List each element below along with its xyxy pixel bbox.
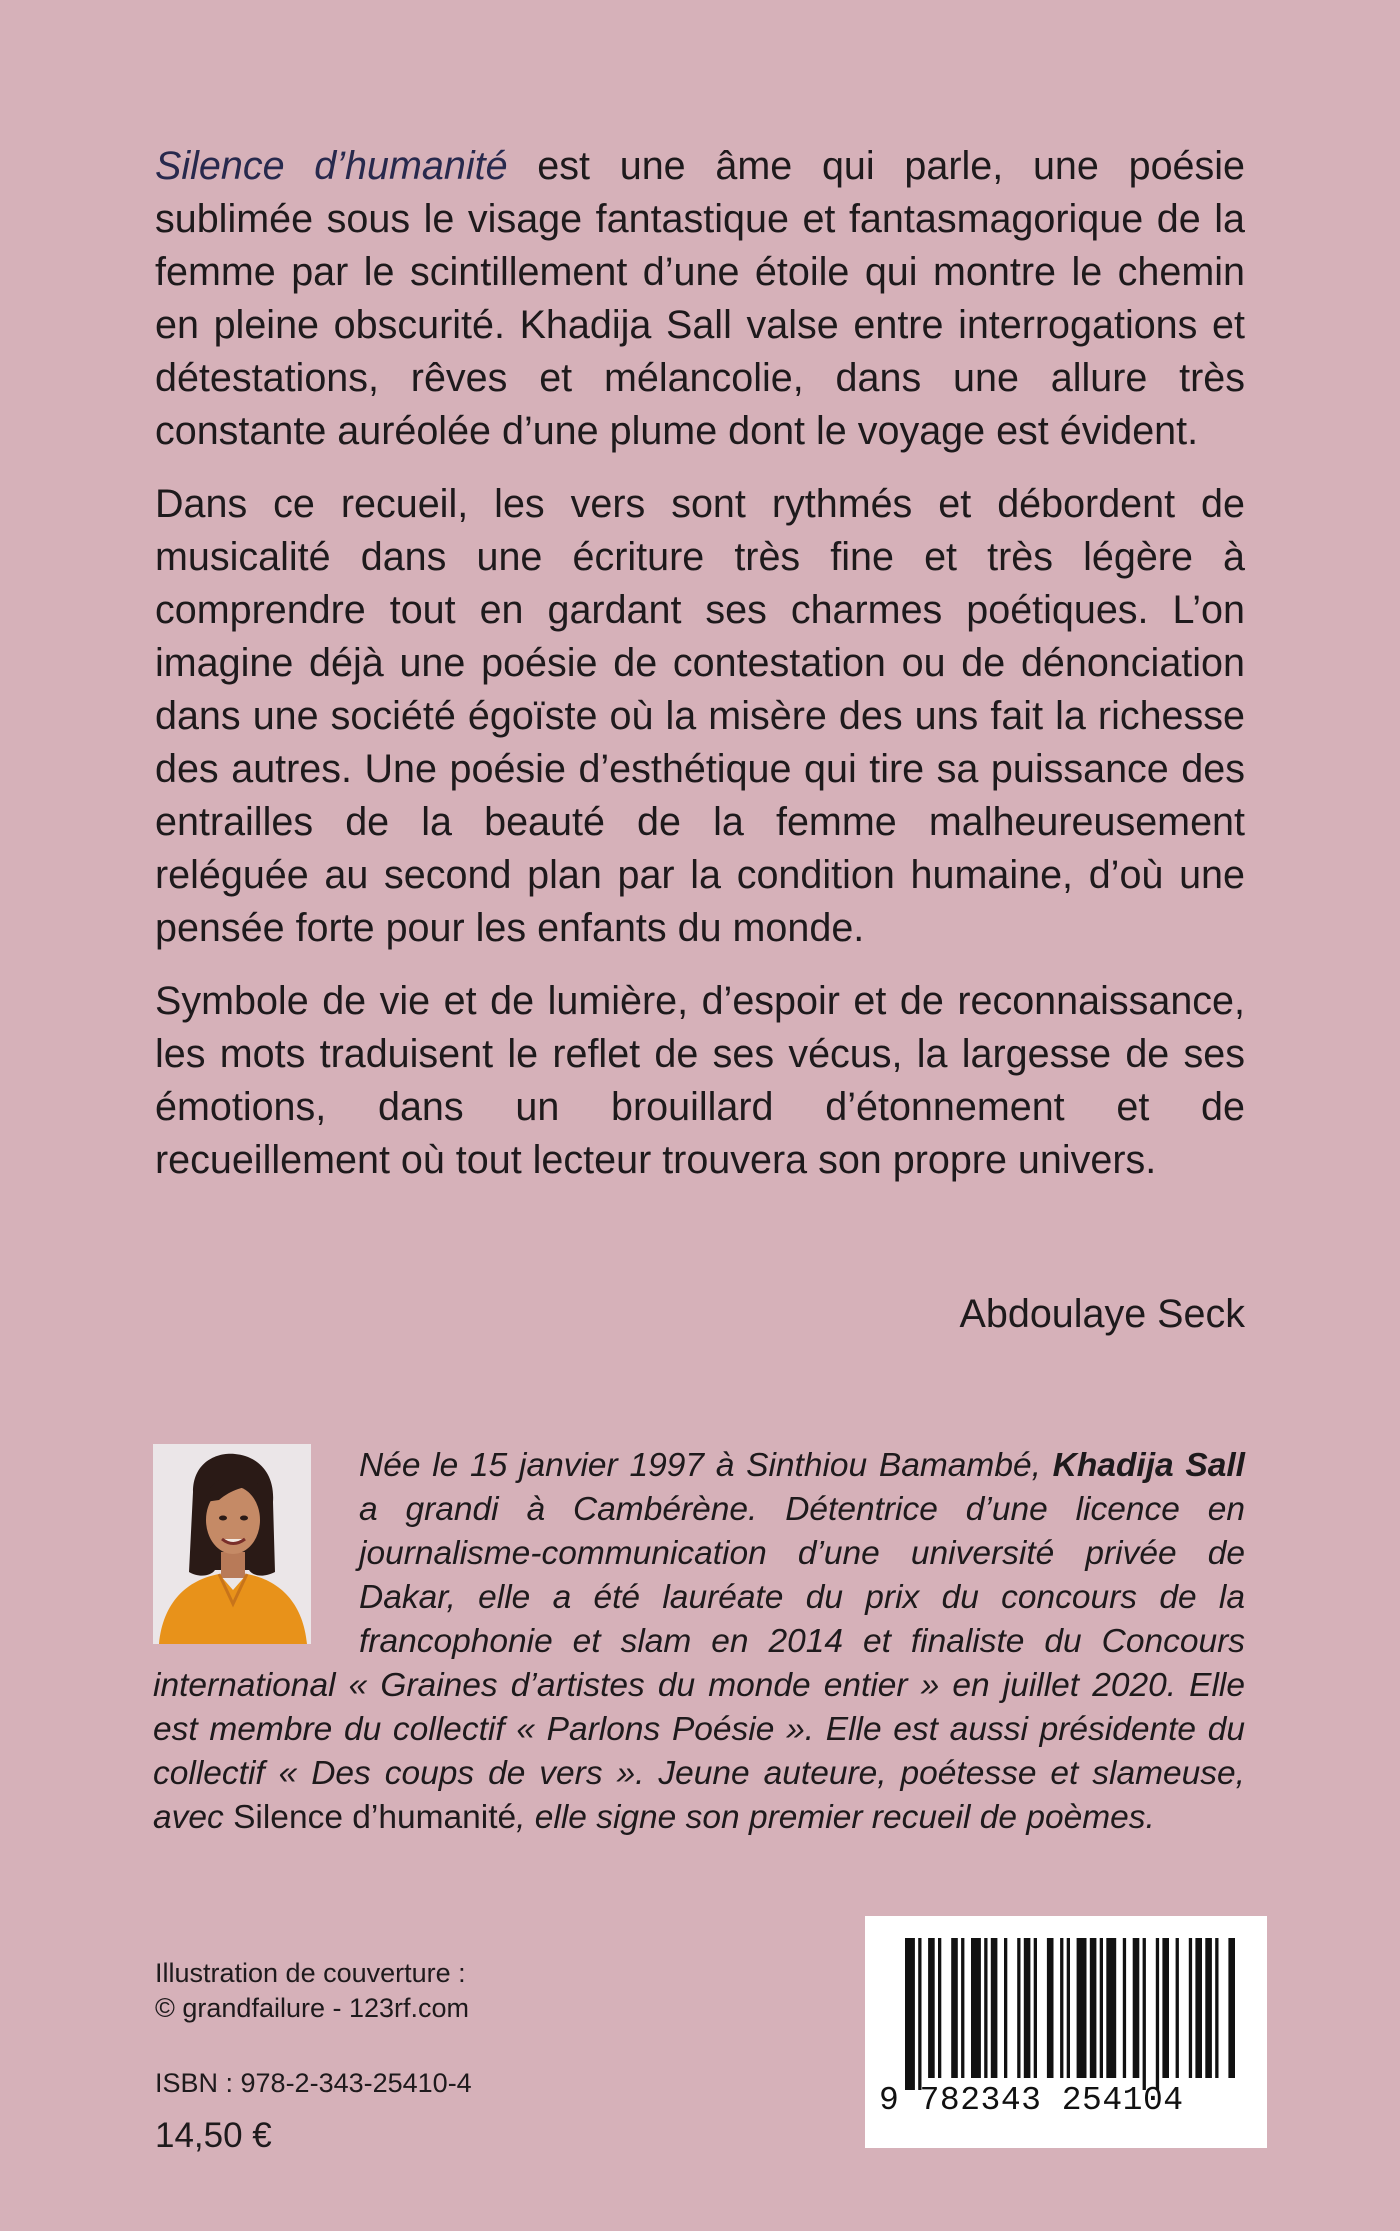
bio-book-title: Silence d’humanité [233, 1799, 517, 1836]
barcode-bar [1143, 1938, 1146, 2090]
blurb-paragraph-1 [155, 140, 1245, 458]
blurb-paragraph-3: Symbole de vie et de lumière, d’espoir et de reconnaissance, les mots traduisent le reflet de ses vécus, la largesse de ses émotions, dans un brouillard d’étonnement et de recueillement où tout lecteur trouvera son propre univers. [155, 979, 1245, 1182]
barcode-bar [991, 1938, 998, 2078]
blurb-paragraph-2: Dans ce recueil, les vers sont rythmés et débordent de musicalité dans une écriture très fine et très légère à comprendre tout en gardant ses charmes poétiques. L’on imagine déjà une poésie de contestation ou de dénonciation dans une société égoïste où la misère des uns fait la richesse des autres. Une poésie d’esthétique qui tire sa puissance des entrailles de la beauté de la femme malheureusement reléguée au second plan par la condition humaine, d’où une pensée forte pour les enfants du monde. [155, 482, 1245, 950]
credits-line-1: Illustration de couverture : [155, 1958, 466, 1988]
barcode-bar [1106, 1938, 1116, 2078]
barcode-bar [1060, 1938, 1063, 2078]
barcode-bar [918, 1938, 921, 2090]
credits-line-2: © grandfailure - 123rf.com [155, 1993, 470, 2023]
barcode-bar [1067, 1938, 1070, 2078]
barcode-bar [1215, 1938, 1218, 2078]
barcode-bar [905, 1938, 915, 2090]
author-name: Khadija Sall [1052, 1447, 1245, 1484]
barcode-bar [1017, 1938, 1020, 2078]
barcode-bar [951, 1938, 958, 2078]
barcode-bar [971, 1938, 981, 2078]
bio-text-part-2: a grandi à Cambérène. Détentrice d’une licence en journalisme-communication d’une université privée de Dakar, elle a été lauréate du prix du concours de la francophonie et slam en 2014 et finaliste du Concours international « Graines d’artistes du monde entier » en juillet 2020. Elle est membre du collectif « Parlons Poésie ». Elle est aussi présidente du collectif « Des coups de vers ». Jeune auteure, poétesse et slameuse, avec [153, 1491, 1245, 1836]
bio-text-part-3: , elle signe son premier recueil de poèmes. [516, 1799, 1155, 1836]
barcode-bar [1162, 1938, 1169, 2078]
barcode-digits: 9 782343 254104 [879, 2082, 1184, 2119]
cover-credits [155, 1956, 469, 2026]
barcode-bar [1133, 1938, 1140, 2078]
author-bio [153, 1444, 1245, 1840]
blurb-signature: Abdoulaye Seck [959, 1292, 1245, 1336]
barcode-bar [1100, 1938, 1103, 2078]
barcode-bar [1034, 1938, 1037, 2078]
barcode-bar [1077, 1938, 1087, 2078]
author-portrait-illustration [153, 1444, 311, 1644]
barcode-bar [1156, 1938, 1159, 2090]
book-title-italic: Silence d’humanité [155, 144, 508, 188]
barcode-bar [1004, 1938, 1007, 2078]
isbn: ISBN : 978-2-343-25410-4 [155, 2068, 472, 2098]
price: 14,50 € [155, 2116, 272, 2155]
barcode-bar [1195, 1938, 1202, 2078]
barcode-bar [1024, 1938, 1031, 2078]
barcode-bar [1205, 1938, 1212, 2078]
barcode-bar [1123, 1938, 1126, 2078]
barcode-bar [1189, 1938, 1192, 2078]
barcode-bar [961, 1938, 964, 2078]
barcode-bar [938, 1938, 941, 2078]
barcode-bar [928, 1938, 935, 2078]
barcode-bar [1176, 1938, 1179, 2078]
barcode-bar [984, 1938, 987, 2078]
blurb [155, 140, 1245, 1207]
barcode-bar [1047, 1938, 1054, 2078]
barcode-bar [1228, 1938, 1235, 2078]
blurb-paragraph-1-text: est une âme qui parle, une poésie sublimée sous le visage fantastique et fantasmagorique de la femme par le scintillement d’une étoile qui montre le chemin en pleine obscurité. Khadija Sall valse entre interrogations et détestations, rêves et mélancolie, dans une allure très constante auréolée d’une plume dont le voyage est évident. [155, 144, 1246, 453]
bio-text-part-1: Née le 15 janvier 1997 à Sinthiou Bamambé, [359, 1447, 1053, 1484]
barcode-bar [1090, 1938, 1097, 2078]
barcode [865, 1916, 1267, 2148]
author-photo [153, 1444, 311, 1644]
